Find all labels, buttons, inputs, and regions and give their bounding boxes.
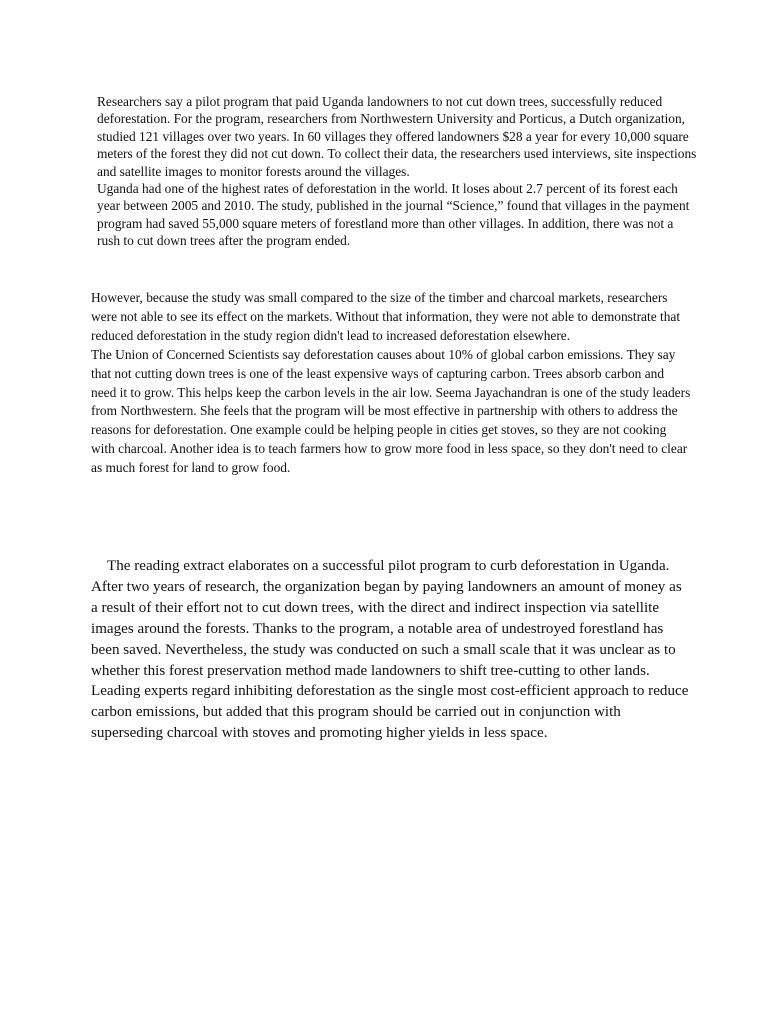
paragraph-carbon-emissions: The Union of Concerned Scientists say deforestation causes about 10% of global carbon emissions. They say that not cutting down trees is one of the least expensive ways of capturing carbon. Trees absorb carbon and need it to grow. This helps keep the carbon levels in the air low. Seema Jayachandran is one of the study leaders from Northwestern. She feels that the program will be most effective in partnership with others to address the reasons for deforestation. One example could be helping people in cities get stoves, so they are not cooking with charcoal. Another idea is to teach farmers how to grow more food in less space, so they don't need to clear as much forest for land to grow food. (91, 346, 691, 476)
paragraph-pilot-program: Researchers say a pilot program that paid Uganda landowners to not cut down trees, successfully reduced deforestation. For the program, researchers from Northwestern University and Porticus, a Dutch organization, studied 121 villages over two years. In 60 villages they offered landowners $28 a year for every 10,000 square meters of the forest they did not cut down. To collect their data, the researchers used interviews, site inspections and satellite images to monitor forests around the villages. (97, 94, 697, 179)
paragraph-study-limitations: However, because the study was small compared to the size of the timber and charcoal markets, researchers were not able to see its effect on the markets. Without that information, they were not able to demonstrate that reduced deforestation in the study region didn't lead to increased deforestation elsewhere. (91, 290, 681, 343)
excerpt-top (97, 93, 697, 250)
summary-section (91, 556, 691, 744)
paragraph-uganda-deforestation: Uganda had one of the highest rates of deforestation in the world. It loses about 2.7 percent of its forest each year between 2005 and 2010. The study, published in the journal “Science,” found that villages in the payment program had saved 55,000 square meters of forestland more than other villages. In addition, there was not a rush to cut down trees after the program ended. (97, 181, 690, 249)
paragraph-summary: The reading extract elaborates on a successful pilot program to curb deforestation in Uganda. After two years of research, the organization began by paying landowners an amount of money as a result of their effort not to cut down trees, with the direct and indirect inspection via satellite images around the forests. Thanks to the program, a notable area of undestroyed forestland has been saved. Nevertheless, the study was conducted on such a small scale that it was unclear as to whether this forest preservation method made landowners to shift tree-cutting to other lands. Leading experts regard inhibiting deforestation as the single most cost-efficient approach to reduce carbon emissions, but added that this program should be carried out in conjunction with superseding charcoal with stoves and promoting higher yields in less space. (91, 558, 689, 742)
excerpt-bottom (91, 289, 691, 478)
